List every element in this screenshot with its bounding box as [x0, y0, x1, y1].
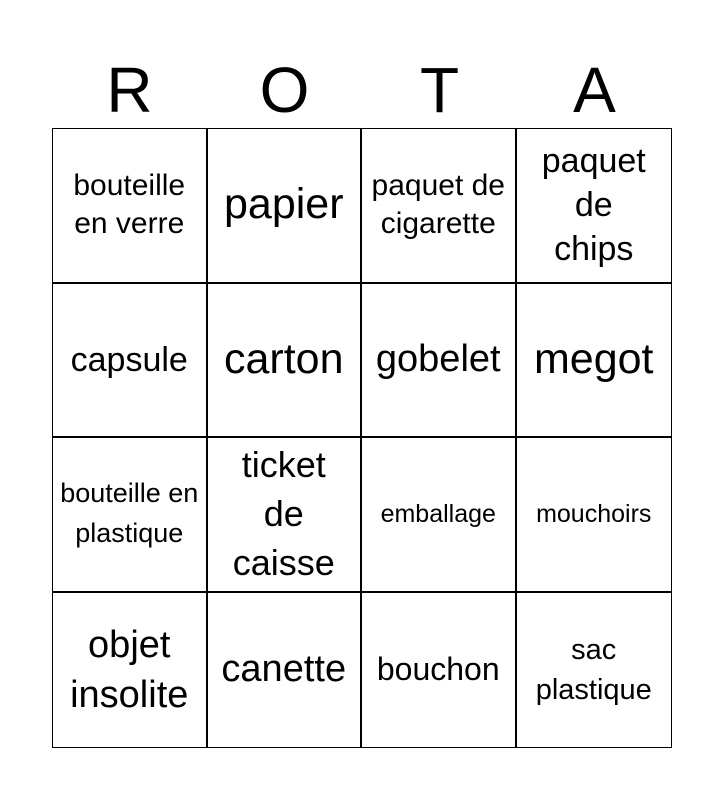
bingo-cell-r4c1[interactable]: [53, 593, 208, 748]
bingo-header: [52, 52, 672, 128]
cell-label: carton: [223, 334, 344, 383]
bingo-cell-r1c3[interactable]: [362, 129, 517, 284]
cell-label: emballage: [380, 500, 496, 529]
header-letter-o: O: [259, 54, 310, 126]
bingo-cell-r2c1[interactable]: [53, 284, 208, 439]
cell-label: sac plastique: [535, 633, 652, 706]
bingo-cell-r1c1[interactable]: [53, 129, 208, 284]
bingo-cell-r4c2[interactable]: [208, 593, 363, 748]
bingo-cell-r3c3[interactable]: [362, 438, 517, 593]
cell-label: gobelet: [375, 338, 501, 380]
bingo-cell-r1c4[interactable]: [517, 129, 672, 284]
cell-label: mouchoirs: [536, 500, 652, 529]
bingo-cell-r2c2[interactable]: [208, 284, 363, 439]
cell-label: paquet de cigarette: [371, 169, 505, 241]
cell-label: ticket de caisse: [232, 444, 335, 583]
bingo-cell-r2c4[interactable]: [517, 284, 672, 439]
cell-label: megot: [533, 334, 654, 383]
cell-label: objet insolite: [70, 623, 189, 716]
cell-label: paquet de chips: [541, 141, 646, 269]
header-letter-r: R: [106, 54, 153, 126]
bingo-cell-r2c3[interactable]: [362, 284, 517, 439]
bingo-cell-r4c4[interactable]: [517, 593, 672, 748]
cell-label: papier: [223, 180, 344, 229]
cell-label: bouchon: [376, 651, 500, 688]
header-letter-t: T: [419, 54, 460, 126]
bingo-cell-r1c2[interactable]: [208, 129, 363, 284]
cell-label: canette: [221, 648, 347, 690]
bingo-cell-r3c1[interactable]: [53, 438, 208, 593]
header-letter-a: A: [573, 54, 616, 126]
bingo-cell-r3c4[interactable]: [517, 438, 672, 593]
bingo-cell-r3c2[interactable]: [208, 438, 363, 593]
cell-label: capsule: [70, 340, 188, 379]
cell-label: bouteille en verre: [73, 169, 186, 241]
cell-label: bouteille en plastique: [60, 478, 199, 549]
bingo-board: [52, 128, 672, 748]
bingo-cell-r4c3[interactable]: [362, 593, 517, 748]
